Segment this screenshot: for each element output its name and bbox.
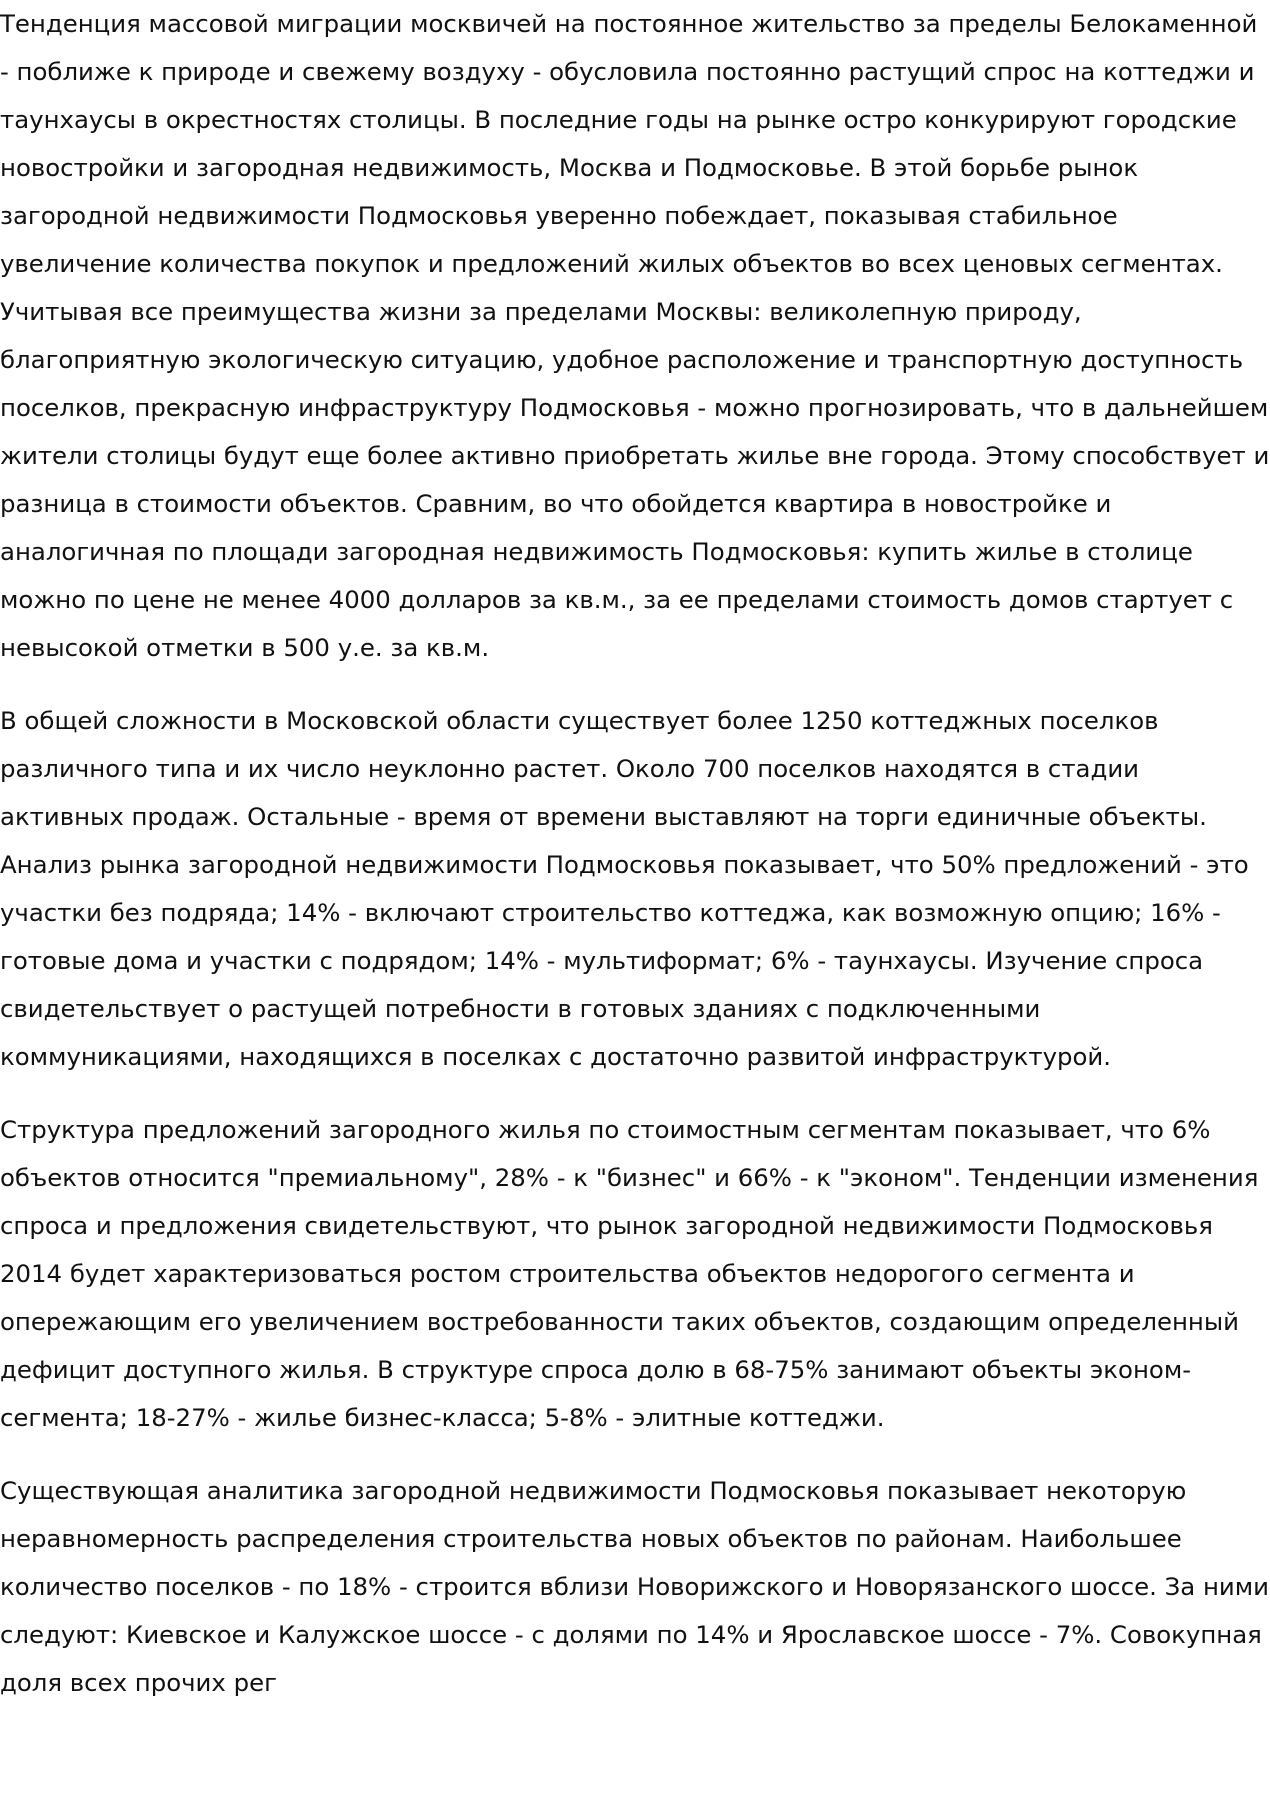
article-paragraph-4: Существующая аналитика загородной недвижимости Подмосковья показывает некоторую неравномерность распределения строительства новых объектов по районам. Наибольшее количество поселков - по 18% - строится вблизи Новорижского и Новорязанского шоссе. За ними следуют: Киевское и Калужское шоссе - с долями по 14% и Ярославское шоссе - 7%. Совокупная доля всех прочих рег: [0, 1476, 1270, 1697]
article-paragraph-1: Тенденция массовой миграции москвичей на постоянное жительство за пределы Белокаменной - поближе к природе и свежему воздуху - обусловила постоянно растущий спрос на коттеджи и таунхаусы в окрестностях столицы. В последние годы на рынке остро конкурируют городские новостройки и загородная недвижимость, Москва и Подмосковье. В этой борьбе рынок загородной недвижимости Подмосковья уверенно побеждает, показывая стабильное увеличение количества покупок и предложений жилых объектов во всех ценовых сегментах. Учитывая все преимущества жизни за пределами Москвы: великолепную природу, благоприятную экологическую ситуацию, удобное расположение и транспортную доступность поселков, прекрасную инфраструктуру Подмосковья - можно прогнозировать, что в дальнейшем жители столицы будут еще более активно приобретать жилье вне города. Этому способствует и разница в стоимости объектов. Сравним, во что обойдется квартира в новостройке и аналогичная по площади загородная недвижимость Подмосковья: купить жилье в столице можно по цене не менее 4000 долларов за кв.м., за ее пределами стоимость домов стартует с невысокой отметки в 500 у.е. за кв.м.: [0, 9, 1270, 662]
article-paragraph-2: В общей сложности в Московской области существует более 1250 коттеджных поселков различного типа и их число неуклонно растет. Около 700 поселков находятся в стадии активных продаж. Остальные - время от времени выставляют на торги единичные объекты. Анализ рынка загородной недвижимости Подмосковья показывает, что 50% предложений - это участки без подряда; 14% - включают строительство коттеджа, как возможную опцию; 16% - готовые дома и участки с подрядом; 14% - мультиформат; 6% - таунхаусы. Изучение спроса свидетельствует о растущей потребности в готовых зданиях с подключенными коммуникациями, находящихся в поселках с достаточно развитой инфраструктурой.: [0, 706, 1249, 1071]
article-paragraph-3: Структура предложений загородного жилья по стоимостным сегментам показывает, что 6% объектов относится "премиальному", 28% - к "бизнес" и 66% - к "эконом". Тенденции изменения спроса и предложения свидетельствуют, что рынок загородной недвижимости Подмосковья 2014 будет характеризоваться ростом строительства объектов недорогого сегмента и опережающим его увеличением востребованности таких объектов, создающим определенный дефицит доступного жилья. В структуре спроса долю в 68-75% занимают объекты эконом-сегмента; 18-27% - жилье бизнес-класса; 5-8% - элитные коттеджи.: [0, 1115, 1259, 1432]
